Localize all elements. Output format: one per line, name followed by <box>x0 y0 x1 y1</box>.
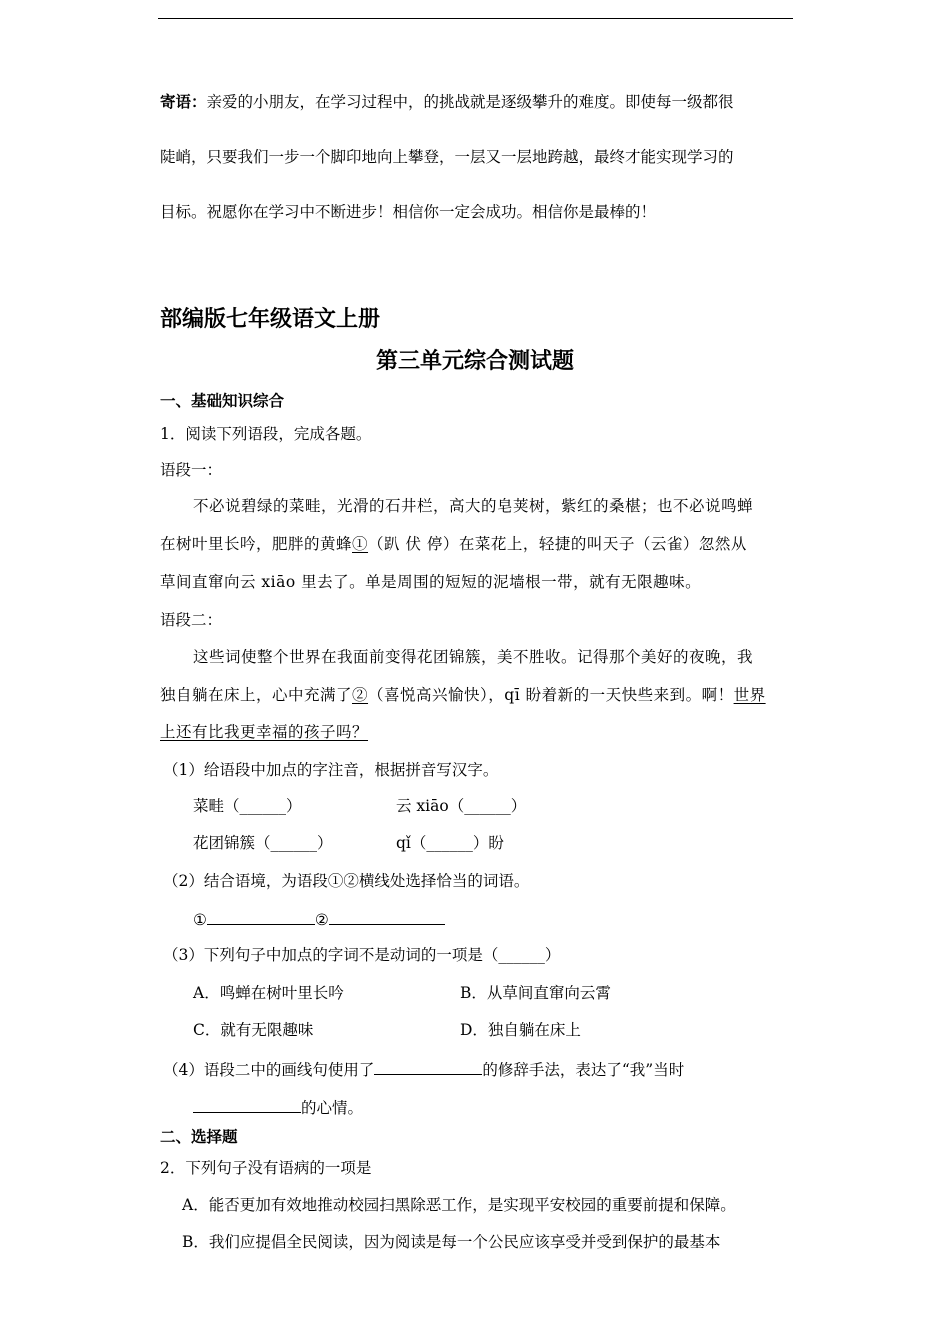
intro-line-2: 陡峭，只要我们一步一个脚印地向上攀登，一层又一层地跨越，最终才能实现学习的 <box>160 148 734 166</box>
sub3-option-a[interactable]: A．鸣蝉在树叶里长吟 <box>193 984 344 1002</box>
para1-line-1: 不必说碧绿的菜畦，光滑的石井栏，高大的皂荚树，紫红的桑椹；也不必说鸣蝉 <box>193 497 754 515</box>
sub1-item-a[interactable]: 菜畦（______） <box>193 797 302 815</box>
para2-line-1: 这些词使整个世界在我面前变得花团锦簇，美不胜收。记得那个美好的夜晚，我 <box>193 648 754 666</box>
section-2-heading: 二、选择题 <box>160 1128 238 1146</box>
intro-line-3: 目标。祝愿你在学习中不断进步！相信你一定会成功。相信你是最棒的！ <box>160 203 657 221</box>
sub-question-1: （1）给语段中加点的字注音，根据拼音写汉字。 <box>163 761 499 779</box>
para1-line-2b: （趴 伏 停）在菜花上，轻捷的叫天子（云雀）忽然从 <box>368 535 747 553</box>
sub1-item-b[interactable]: 云 xiāo（______） <box>396 797 527 815</box>
para1-line-2 <box>160 534 747 554</box>
sub1-item-c[interactable]: 花团锦簇（______） <box>193 834 333 852</box>
intro-line-1 <box>160 92 734 112</box>
sub4-line-2 <box>193 1096 363 1118</box>
sub2-blank-1[interactable] <box>207 908 315 925</box>
sub2-marker-1: ① <box>193 911 207 929</box>
sub-question-2: （2）结合语境，为语段①②横线处选择恰当的词语。 <box>163 872 530 890</box>
blank-marker-1: ① <box>352 535 369 553</box>
para2-line-2b: （喜悦高兴愉快），qī 盼着新的一天快些来到。啊！ <box>368 686 734 704</box>
page-subtitle: 第三单元综合测试题 <box>375 349 574 374</box>
q2-stem: 2．下列句子没有语病的一项是 <box>160 1159 372 1177</box>
sub2-blank-2[interactable] <box>329 908 445 925</box>
underlined-sentence-start: 世界 <box>733 686 766 704</box>
para2-line-3 <box>160 722 368 742</box>
sub2-answer-line <box>193 908 445 930</box>
sub-question-4 <box>163 1058 684 1080</box>
sub4-blank-2[interactable] <box>193 1096 301 1113</box>
underlined-sentence-end: 上还有比我更幸福的孩子吗？ <box>160 723 369 741</box>
sub3-option-b[interactable]: B．从草间直窜向云霄 <box>460 984 611 1002</box>
para2-line-2 <box>160 685 766 705</box>
page-title: 部编版七年级语文上册 <box>160 307 381 332</box>
para2-label: 语段二： <box>160 611 223 629</box>
header-rule <box>158 18 793 19</box>
sub3-option-d[interactable]: D．独自躺在床上 <box>460 1021 581 1039</box>
sub1-item-d[interactable]: qǐ（______）盼 <box>396 834 504 852</box>
section-1-heading: 一、基础知识综合 <box>160 392 285 410</box>
sub4-text-b: 的修辞手法，表达了“我”当时 <box>482 1061 685 1079</box>
sub2-marker-2: ② <box>314 911 329 929</box>
para1-label: 语段一： <box>160 461 223 479</box>
blank-marker-2: ② <box>352 686 369 704</box>
sub4-text-a: （4）语段二中的画线句使用了 <box>163 1061 375 1079</box>
q2-option-a[interactable]: A．能否更加有效地推动校园扫黑除恶工作，是实现平安校园的重要前提和保障。 <box>182 1196 736 1214</box>
intro-text-1: 亲爱的小朋友，在学习过程中，的挑战就是逐级攀升的难度。即使每一级都很 <box>206 93 734 111</box>
para1-line-3: 草间直窜向云 xiāo 里去了。单是周围的短短的泥墙根一带，就有无限趣味。 <box>160 573 702 591</box>
sub4-text-c: 的心情。 <box>301 1099 364 1117</box>
q1-stem: 1．阅读下列语段，完成各题。 <box>160 425 372 443</box>
sub4-blank-1[interactable] <box>374 1058 482 1075</box>
q2-option-b[interactable]: B．我们应提倡全民阅读，因为阅读是每一个公民应该享受并受到保护的最基本 <box>182 1233 721 1251</box>
sub3-option-c[interactable]: C．就有无限趣味 <box>193 1021 314 1039</box>
intro-label: 寄语： <box>160 92 207 111</box>
para1-line-2a: 在树叶里长吟，肥胖的黄蜂 <box>160 535 353 553</box>
sub-question-3: （3）下列句子中加点的字词不是动词的一项是（______） <box>163 946 561 964</box>
para2-line-2a: 独自躺在床上，心中充满了 <box>160 686 353 704</box>
